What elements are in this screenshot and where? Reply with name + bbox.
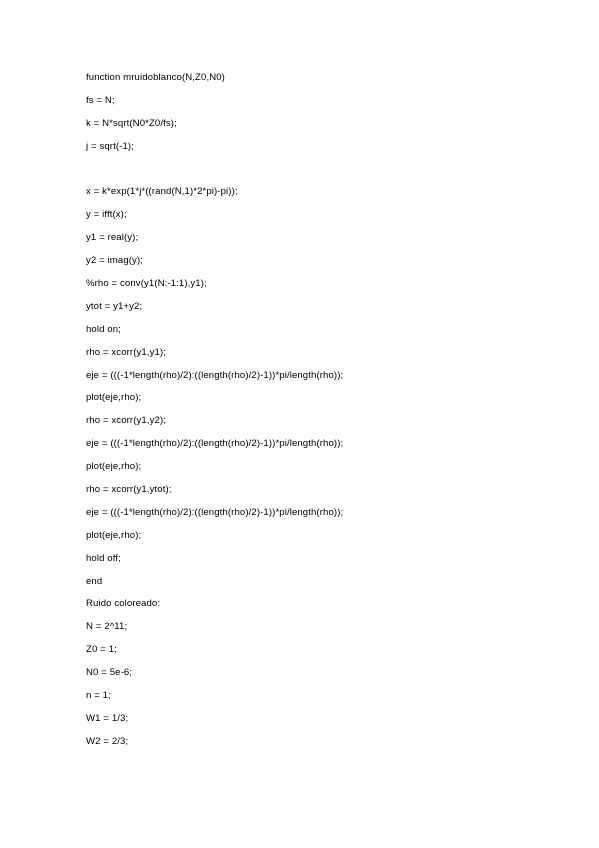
code-line: j = sqrt(-1); <box>86 140 134 152</box>
section-heading: Ruido coloreado: <box>86 598 161 610</box>
code-line: %rho = conv(y1(N:-1:1),y1); <box>86 278 207 290</box>
code-line: rho = xcorr(y1,y2); <box>86 415 167 427</box>
code-line: n = 1; <box>86 690 111 702</box>
code-line: plot(eje,rho); <box>86 529 142 541</box>
code-line: end <box>86 575 103 587</box>
code-line: eje = (((-1*length(rho)/2):((length(rho)/2)-1))*pi/length(rho)); <box>86 438 344 450</box>
code-line: function mruidoblanco(N,Z0,N0) <box>86 72 225 83</box>
code-line: hold off; <box>86 552 121 564</box>
code-line: plot(eje,rho); <box>86 461 142 473</box>
code-line: N = 2^11; <box>86 621 128 633</box>
code-line: fs = N; <box>86 94 115 106</box>
code-line: W1 = 1/3; <box>86 712 129 724</box>
code-line: y2 = imag(y); <box>86 255 144 267</box>
code-line: hold on; <box>86 323 121 335</box>
code-line: rho = xcorr(y1,ytot); <box>86 484 172 496</box>
code-line: x = k*exp(1*j*((rand(N,1)*2*pi)-pi)); <box>86 186 238 198</box>
code-line: rho = xcorr(y1,y1); <box>86 346 167 358</box>
code-line: plot(eje,rho); <box>86 392 142 404</box>
code-line: eje = (((-1*length(rho)/2):((length(rho)/2)-1))*pi/length(rho)); <box>86 506 344 518</box>
blank-line <box>86 164 586 187</box>
code-line: k = N*sqrt(N0*Z0/fs); <box>86 117 177 129</box>
code-line: Z0 = 1; <box>86 644 117 656</box>
code-line: y1 = real(y); <box>86 232 139 244</box>
code-line: N0 = 5e-6; <box>86 667 133 679</box>
code-line: ytot = y1+y2; <box>86 300 143 312</box>
code-line: W2 = 2/3; <box>86 735 129 747</box>
code-lines <box>86 72 586 759</box>
code-line: y = ifft(x); <box>86 209 127 221</box>
code-line: eje = (((-1*length(rho)/2):((length(rho)/2)-1))*pi/length(rho)); <box>86 369 344 381</box>
